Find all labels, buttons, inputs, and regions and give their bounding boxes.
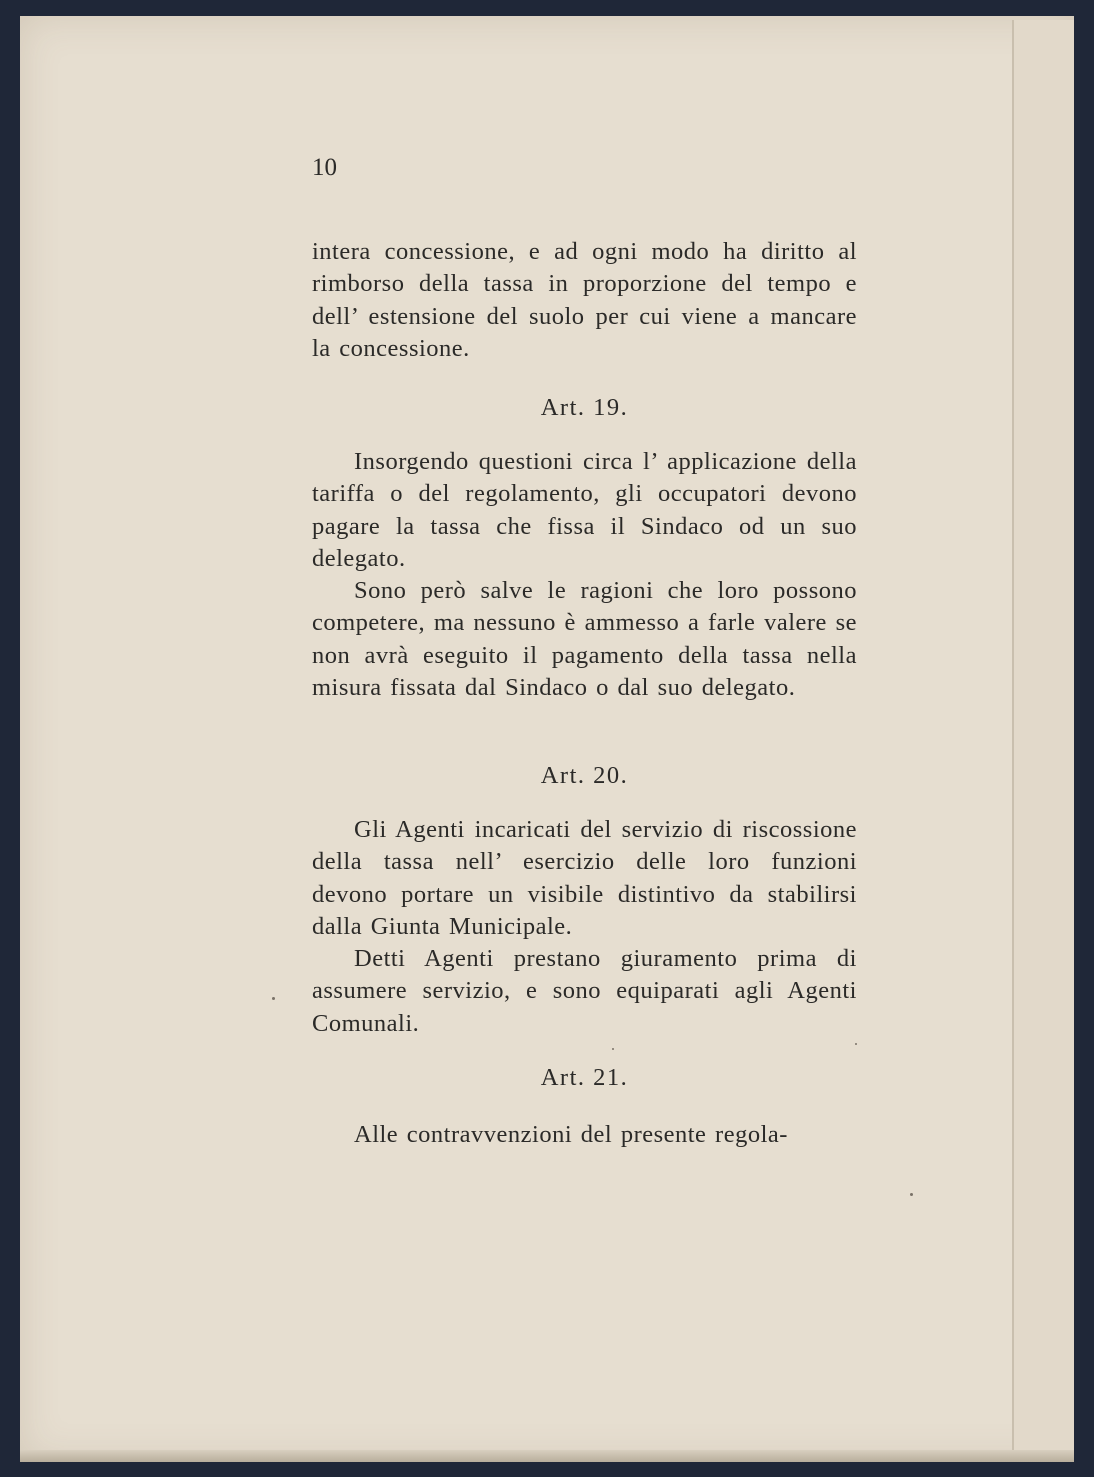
article-21-paragraph-1: Alle contravvenzioni del presente regola- (354, 1121, 788, 1148)
page-bottom-edge (20, 1450, 1074, 1462)
page-number: 10 (312, 154, 337, 181)
paper-speck (272, 997, 275, 1000)
next-page-edge (1014, 20, 1074, 1456)
article-heading-20: Art. 20. (540, 762, 629, 789)
paper-page (20, 16, 1074, 1462)
paper-speck (910, 1193, 913, 1196)
article-20-paragraph-1: Gli Agenti incaricati del servizio di riscossione della tassa nell’ esercizio delle loro funzioni devono portare un visibile distintivo da stabilirsi dalla Giunta Municipale. (312, 816, 857, 940)
article-19-paragraph-2: Sono però salve le ragioni che loro possono competere, ma nessuno è ammesso a farle valere se non avrà eseguito il pagamento della tassa nella misura fissata dal Sindaco o dal suo delegato. (312, 577, 857, 701)
article-heading-19: Art. 19. (540, 394, 629, 421)
page-fold-line (1012, 20, 1014, 1456)
article-heading-21: Art. 21. (540, 1064, 629, 1091)
paper-speck (612, 1048, 614, 1050)
article-19-paragraph-1: Insorgendo questioni circa l’ applicazione della tariffa o del regolamento, gli occupatori devono pagare la tassa che fissa il Sindaco od un suo delegato. (312, 448, 857, 572)
article-20-paragraph-2: Detti Agenti prestano giuramento prima di assumere servizio, e sono equiparati agli Agenti Comunali. (312, 945, 857, 1037)
paragraph-continuation: intera concessione, e ad ogni modo ha diritto al rimborso della tassa in proporzione del tempo e dell’ estensione del suolo per cui viene a mancare la concessione. (312, 238, 857, 362)
paper-speck (855, 1043, 857, 1045)
